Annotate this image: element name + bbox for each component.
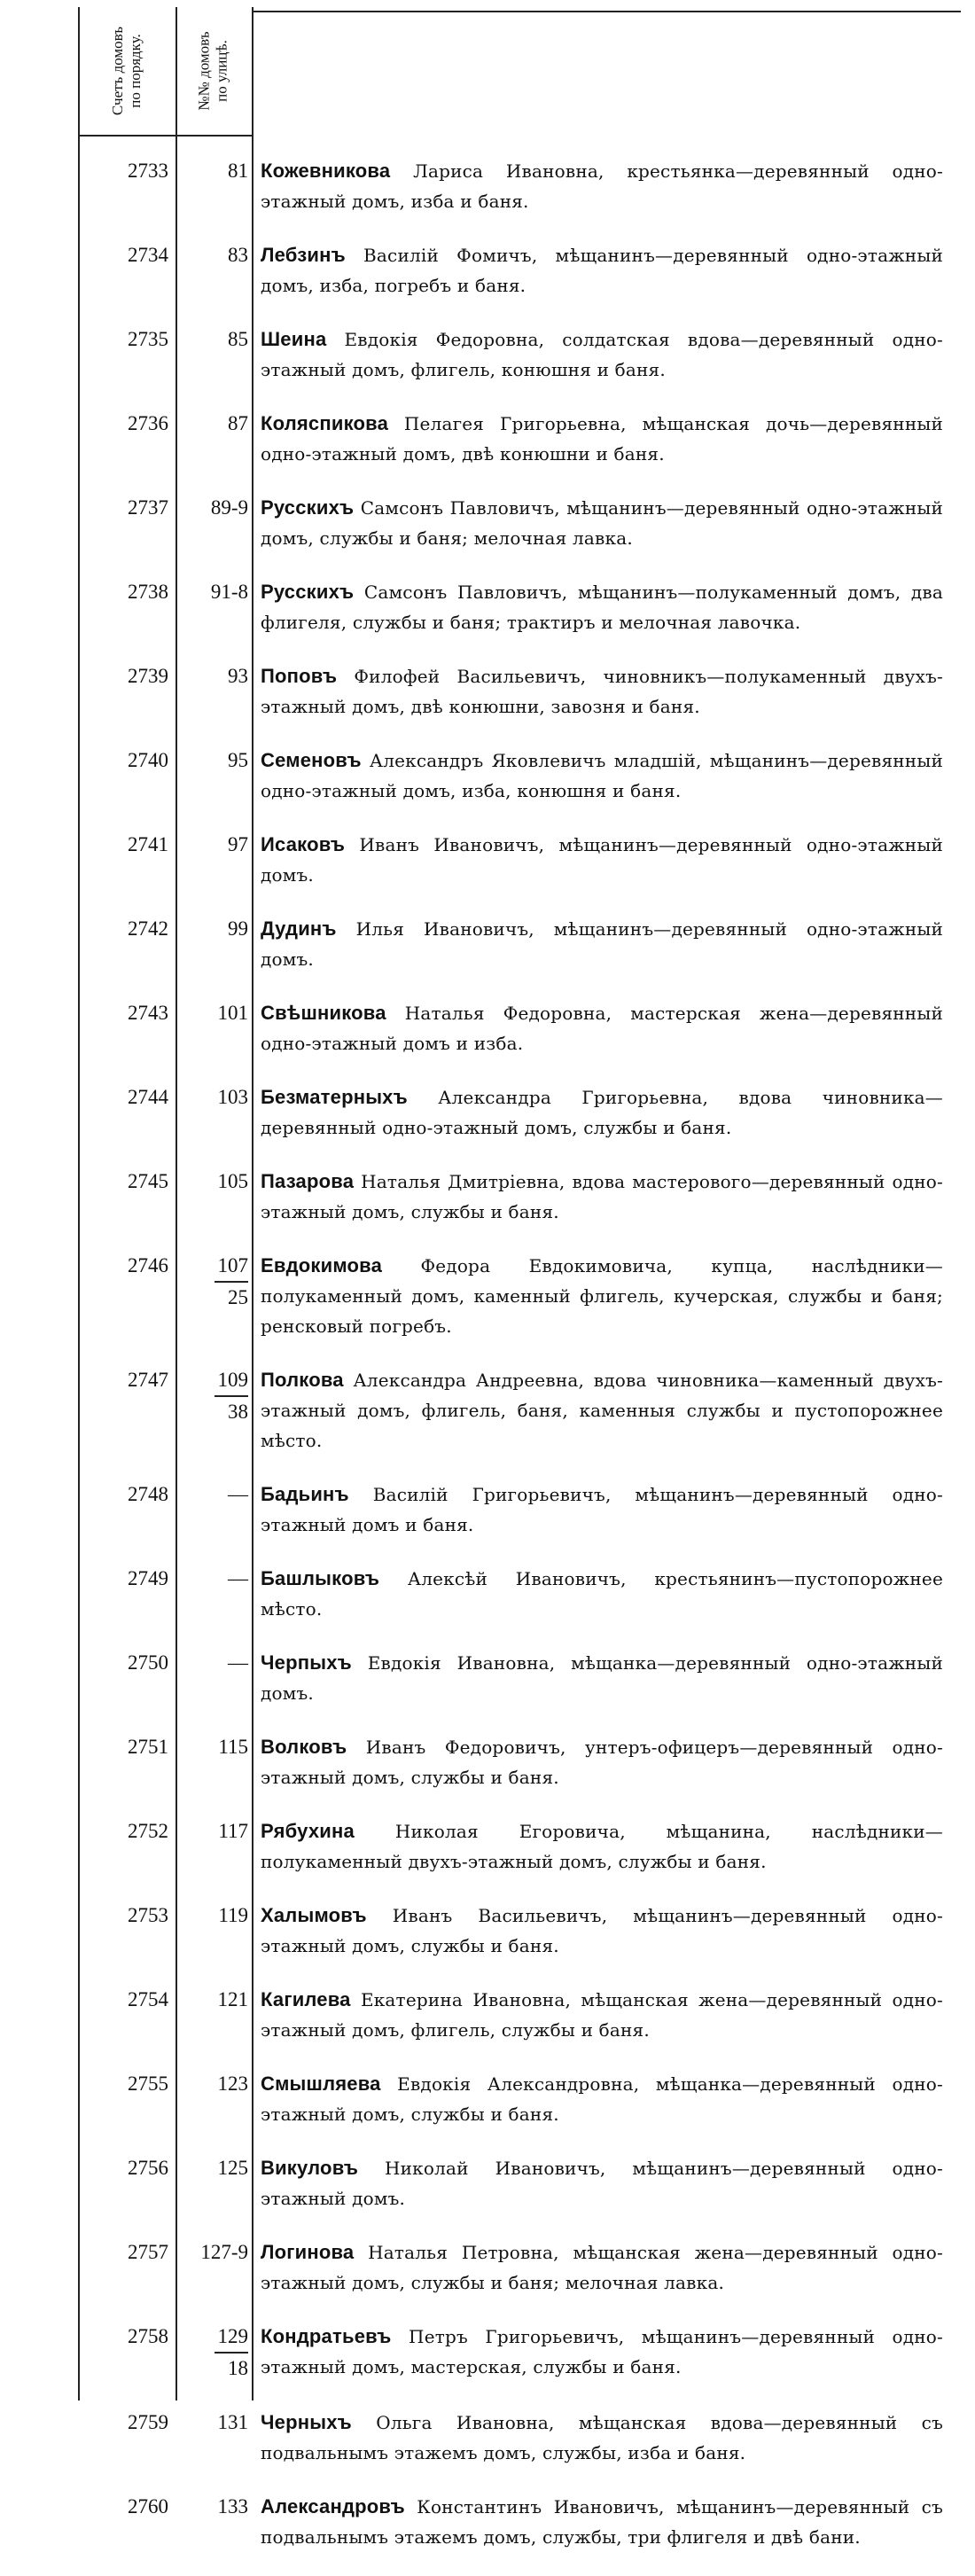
list-item — [78, 661, 964, 722]
house-order-number: 2739 — [128, 665, 168, 687]
street-number: — — [228, 1651, 248, 1674]
header-street-column — [176, 11, 252, 131]
list-item — [78, 1251, 964, 1341]
list-item — [78, 409, 964, 469]
street-number: 117 — [218, 1820, 248, 1842]
street-number: 97 — [228, 833, 248, 855]
street-number-top: 109 — [214, 1365, 249, 1397]
list-item — [78, 240, 964, 301]
house-order-number: 2734 — [128, 244, 168, 266]
street-number-top: 129 — [214, 2322, 249, 2354]
owner-description: Александръ Яковлевичъ младшiй, мѣщанинъ—деревянный одно-этажный домъ, изба, конюшня и баня. — [261, 750, 943, 801]
owner-surname: Викуловъ — [261, 2157, 359, 2179]
entry-list — [78, 156, 964, 2576]
house-order-number: 2760 — [128, 2495, 168, 2517]
owner-surname: Логинова — [261, 2241, 355, 2263]
owner-description: Иванъ Ивановичъ, мѣщанинъ—деревянный одно-этажный домъ. — [261, 834, 943, 886]
owner-surname: Лебзинъ — [261, 244, 346, 266]
street-number: 133 — [217, 2495, 248, 2517]
street-number: 115 — [218, 1736, 248, 1758]
owner-description: Николая Егоровича, мѣщанина, наслѣдники—полукаменный двухъ-этажный домъ, службы и баня. — [261, 1821, 943, 1872]
list-item — [78, 1732, 964, 1792]
owner-description: Василiй Григорьевичъ, мѣщанинъ—деревянный одно-этажный домъ и баня. — [261, 1484, 944, 1535]
entry-text — [252, 2408, 943, 2468]
owner-description: Наталья Петровна, мѣщанская жена—деревянный одно-этажный домъ, службы и баня; мелочная лавка. — [261, 2242, 944, 2293]
owner-description: Александра Андреевна, вдова чиновника—каменный двухъ-этажный домъ, флигель, баня, каменныя службы и пустопорожнее мѣсто. — [261, 1370, 944, 1451]
street-number: 89-9 — [210, 496, 248, 519]
street-number: 81 — [228, 160, 248, 182]
street-number: 93 — [228, 665, 248, 687]
house-order-number: 2754 — [128, 1988, 168, 2010]
owner-surname: Свѣшникова — [261, 1002, 386, 1024]
house-order-number: 2750 — [128, 1651, 168, 1674]
entry-text — [252, 1901, 943, 1961]
entry-text — [252, 1648, 943, 1708]
owner-surname: Черныхъ — [261, 2411, 352, 2433]
owner-description: Евдокiя Ивановна, мѣщанка—деревянный одно-этажный домъ. — [261, 1652, 943, 1704]
owner-surname: Русскихъ — [261, 496, 355, 519]
owner-description: Алексѣй Ивановичъ, крестьянинъ—пустопорожнее мѣсто. — [261, 1568, 943, 1620]
owner-surname: Башлыковъ — [261, 1567, 380, 1589]
house-order-number: 2733 — [128, 160, 168, 182]
entry-text — [252, 2492, 943, 2552]
owner-surname: Кагилева — [261, 1988, 351, 2010]
owner-surname: Дудинъ — [261, 917, 337, 940]
owner-surname: Пазарова — [261, 1170, 355, 1192]
house-order-number: 2740 — [128, 749, 168, 771]
street-number: 121 — [217, 1988, 248, 2010]
owner-description: Илья Ивановичъ, мѣщанинъ—деревянный одно-этажный домъ. — [261, 918, 943, 970]
house-order-number: 2752 — [128, 1820, 168, 1842]
list-item — [78, 1365, 964, 1456]
entry-text — [252, 1732, 943, 1792]
street-number: 101 — [217, 1002, 248, 1024]
list-item — [78, 324, 964, 385]
house-order-number: 2742 — [128, 917, 168, 940]
list-item — [78, 577, 964, 637]
list-item — [78, 1648, 964, 1708]
house-order-number: 2745 — [128, 1170, 168, 1192]
owner-description: Иванъ Васильевичъ, мѣщанинъ—деревянный одно-этажный домъ, службы и баня. — [261, 1905, 944, 1956]
owner-description: Николай Ивановичъ, мѣщанинъ—деревянный одно-этажный домъ. — [261, 2158, 943, 2209]
street-number: 131 — [217, 2411, 248, 2433]
street-number: 119 — [218, 1904, 248, 1926]
owner-description: Василiй Фомичъ, мѣщанинъ—деревянный одно-этажный домъ, изба, погребъ и баня. — [261, 245, 943, 296]
header-order-line-2: по порядку. — [126, 34, 144, 108]
entry-text — [252, 2322, 943, 2382]
owner-description: Александра Григорьевна, вдова чиновника—деревянный одно-этажный домъ, службы и баня. — [261, 1087, 943, 1138]
entry-text — [252, 1816, 943, 1877]
street-number-fraction — [214, 1251, 249, 1313]
entry-text — [252, 2069, 943, 2129]
list-item — [78, 914, 964, 974]
street-number: 87 — [228, 412, 248, 434]
owner-description: Лариса Ивановна, крестьянка—деревянный одно-этажный домъ, изба и баня. — [261, 160, 943, 212]
owner-description: Евдокiя Федоровна, солдатская вдова—деревянный одно-этажный домъ, флигель, конюшня и баня. — [261, 329, 943, 380]
owner-surname: Безматерныхъ — [261, 1086, 408, 1108]
house-order-number: 2743 — [128, 1002, 168, 1024]
list-item — [78, 1901, 964, 1961]
house-order-number: 2757 — [128, 2241, 168, 2263]
owner-description: Иванъ Федоровичъ, унтеръ-офицеръ—деревянный одно-этажный домъ, службы и баня. — [261, 1737, 943, 1788]
entry-text — [252, 914, 943, 974]
owner-description: Федора Евдокимовича, купца, наслѣдники—полукаменный домъ, каменный флигель, кучерская, службы и баня; ренсковый погребъ. — [261, 1255, 943, 1337]
entry-text — [252, 745, 943, 806]
ledger-table — [78, 7, 964, 2548]
owner-surname: Евдокимова — [261, 1254, 383, 1276]
house-order-number: 2735 — [128, 328, 168, 350]
house-order-number: 2744 — [128, 1086, 168, 1108]
owner-surname: Поповъ — [261, 665, 338, 687]
owner-surname: Рябухина — [261, 1820, 355, 1842]
street-number-bottom: 18 — [228, 2357, 248, 2379]
entry-text — [252, 1564, 943, 1624]
owner-surname: Шеина — [261, 328, 327, 350]
list-item — [78, 1985, 964, 2045]
owner-surname: Кондратьевъ — [261, 2325, 392, 2347]
street-number — [176, 1365, 252, 1427]
list-item — [78, 2322, 964, 2384]
street-number: 95 — [228, 749, 248, 771]
list-item — [78, 493, 964, 553]
street-number: 105 — [217, 1170, 248, 1192]
owner-description: Наталья Дмитрiевна, вдова мастерового—деревянный одно-этажный домъ, службы и баня. — [261, 1171, 943, 1222]
owner-surname: Кожевникова — [261, 160, 391, 182]
owner-description: Ольга Ивановна, мѣщанская вдова—деревянный съ подвальнымъ этажемъ домъ, службы, изба и баня. — [261, 2412, 943, 2463]
street-number: — — [228, 1567, 248, 1589]
street-number-bottom: 25 — [228, 1286, 248, 1308]
owner-description: Пелагея Григорьевна, мѣщанская дочь—деревянный одно-этажный домъ, двѣ конюшни и баня. — [261, 413, 943, 464]
entry-text — [252, 1251, 943, 1341]
house-order-number: 2755 — [128, 2073, 168, 2095]
street-number: 83 — [228, 244, 248, 266]
house-order-number: 2748 — [128, 1483, 168, 1505]
house-order-number: 2747 — [128, 1369, 168, 1391]
owner-surname: Волковъ — [261, 1736, 347, 1758]
house-order-number: 2758 — [128, 2325, 168, 2347]
list-item — [78, 2408, 964, 2468]
entry-text — [252, 1479, 943, 1540]
list-item — [78, 156, 964, 216]
house-order-number: 2753 — [128, 1904, 168, 1926]
street-number: 85 — [228, 328, 248, 350]
street-number: 91-8 — [210, 581, 248, 603]
street-number-bottom: 38 — [228, 1401, 248, 1423]
owner-surname: Черпыхъ — [261, 1651, 352, 1674]
owner-surname: Русскихъ — [261, 581, 355, 603]
header-order-column — [78, 11, 176, 131]
list-item — [78, 1816, 964, 1877]
owner-description: Екатерина Ивановна, мѣщанская жена—деревянный одно-этажный домъ, флигель, службы и баня. — [261, 1989, 943, 2041]
entry-text — [252, 1082, 943, 1143]
house-order-number: 2749 — [128, 1567, 168, 1589]
top-rule — [252, 11, 961, 12]
list-item — [78, 830, 964, 890]
owner-surname: Александровъ — [261, 2495, 405, 2517]
list-item — [78, 1564, 964, 1624]
street-number: 123 — [217, 2073, 248, 2095]
owner-surname: Полкова — [261, 1369, 344, 1391]
list-item — [78, 1479, 964, 1540]
owner-description: Константинъ Ивановичъ, мѣщанинъ—деревянный съ подвальнымъ этажемъ домъ, службы, три флигеля и двѣ бани. — [261, 2496, 943, 2548]
list-item — [78, 745, 964, 806]
header-order-line-1: Счетъ домовъ — [108, 26, 126, 116]
street-number: — — [228, 1483, 248, 1505]
house-order-number: 2759 — [128, 2411, 168, 2433]
header-street-line-2: по улицѣ. — [214, 40, 231, 102]
street-number-fraction — [214, 1365, 249, 1427]
entry-text — [252, 156, 943, 216]
owner-description: Петръ Григорьевичъ, мѣщанинъ—деревянный одно-этажный домъ, мастерская, службы и баня. — [261, 2326, 944, 2377]
entry-text — [252, 998, 943, 1058]
owner-description: Самсонъ Павловичъ, мѣщанинъ—полукаменный домъ, два флигеля, службы и баня; трактиръ и мелочная лавочка. — [261, 582, 944, 633]
house-order-number: 2738 — [128, 581, 168, 603]
entry-text — [252, 1985, 943, 2045]
street-number: 127-9 — [200, 2241, 248, 2263]
list-item — [78, 1167, 964, 1227]
owner-surname: Смышляева — [261, 2073, 381, 2095]
street-number: 99 — [228, 917, 248, 940]
entry-text — [252, 2237, 943, 2298]
house-order-number: 2736 — [128, 412, 168, 434]
street-number-top: 107 — [214, 1251, 249, 1283]
entry-text — [252, 240, 943, 301]
owner-surname: Халымовъ — [261, 1904, 367, 1926]
list-item — [78, 2492, 964, 2552]
house-order-number: 2741 — [128, 833, 168, 855]
owner-description: Филофей Васильевичъ, чиновникъ—полукаменный двухъ-этажный домъ, двѣ конюшни, завозня и баня. — [261, 666, 943, 717]
entry-text — [252, 1167, 943, 1227]
owner-surname: Коляспикова — [261, 412, 389, 434]
entry-text — [252, 409, 943, 469]
street-number: 103 — [217, 1086, 248, 1108]
owner-surname: Семеновъ — [261, 749, 362, 771]
list-item — [78, 2153, 964, 2213]
street-number — [176, 1251, 252, 1313]
entry-text — [252, 661, 943, 722]
street-number-fraction — [214, 2322, 249, 2384]
entry-text — [252, 493, 943, 553]
owner-surname: Бадьинъ — [261, 1483, 349, 1505]
list-item — [78, 2069, 964, 2129]
entry-text — [252, 2153, 943, 2213]
entry-text — [252, 830, 943, 890]
house-order-number: 2751 — [128, 1736, 168, 1758]
owner-description: Евдокiя Александровна, мѣщанка—деревянный одно-этажный домъ, службы и баня. — [261, 2073, 943, 2125]
owner-description: Наталья Федоровна, мастерская жена—деревянный одно-этажный домъ и изба. — [261, 1003, 943, 1054]
entry-text — [252, 324, 943, 385]
street-number: 125 — [217, 2157, 248, 2179]
list-item — [78, 1082, 964, 1143]
house-order-number: 2737 — [128, 496, 168, 519]
street-number — [176, 2322, 252, 2384]
entry-text — [252, 1365, 943, 1456]
header-street-line-1: №№ домовъ — [196, 31, 214, 111]
owner-surname: Исаковъ — [261, 833, 346, 855]
house-order-number: 2756 — [128, 2157, 168, 2179]
list-item — [78, 998, 964, 1058]
house-order-number: 2746 — [128, 1254, 168, 1276]
owner-description: Самсонъ Павловичъ, мѣщанинъ—деревянный одно-этажный домъ, службы и баня; мелочная лавка. — [261, 497, 943, 549]
header-rule — [78, 135, 252, 137]
list-item — [78, 2237, 964, 2298]
entry-text — [252, 577, 943, 637]
